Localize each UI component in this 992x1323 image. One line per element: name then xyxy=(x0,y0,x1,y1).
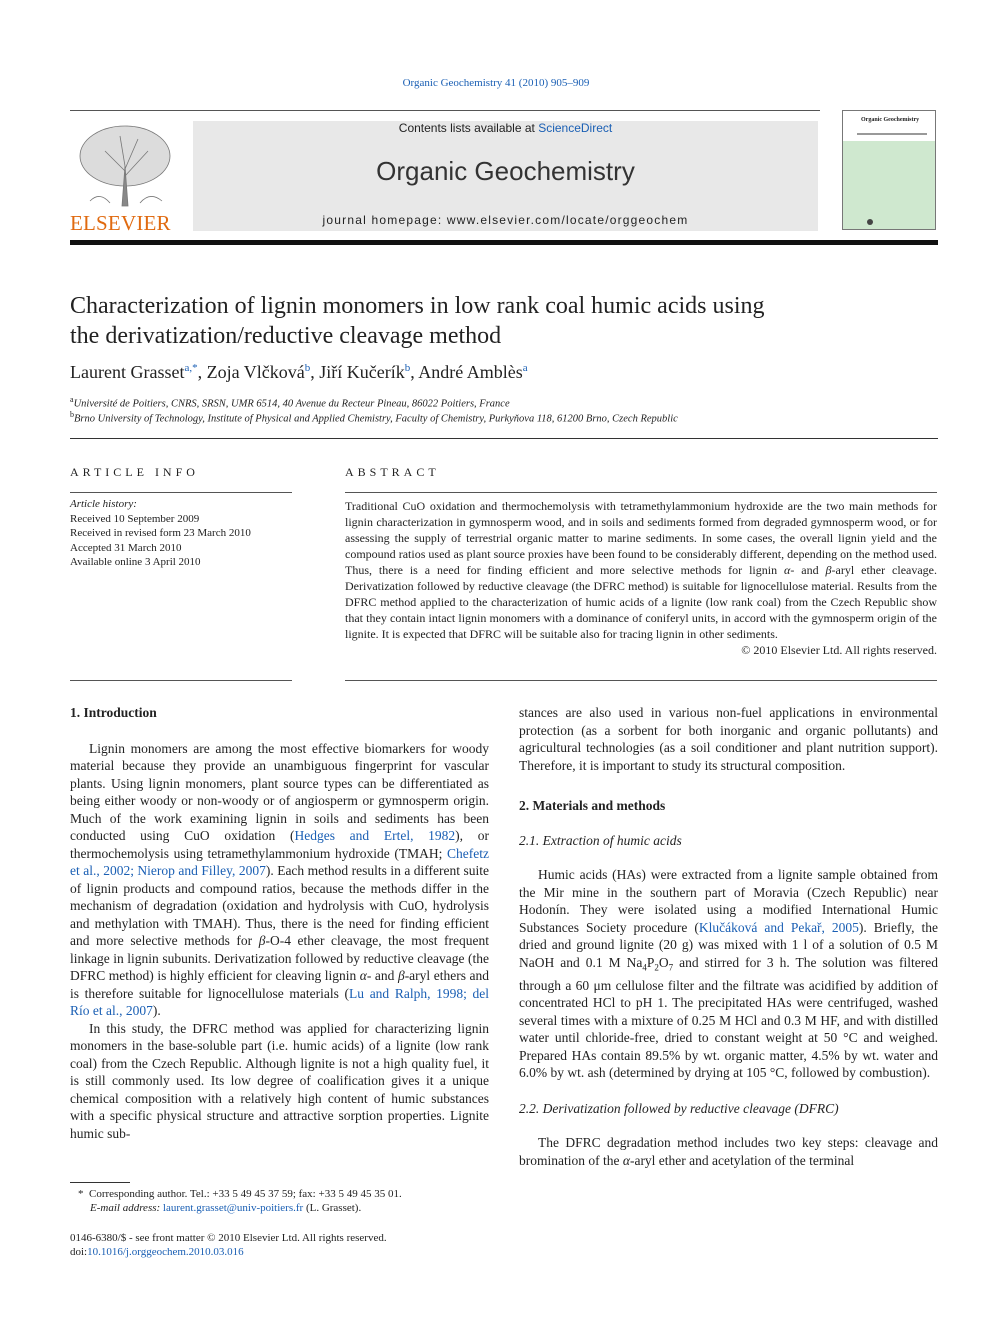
paragraph: Humic acids (HAs) were extracted from a lignite sample obtained from the Mir mine in the southern part of Moravia (Czech Republic) near Hodonín. They were isolated using a modified International Humic Substances Society procedure (Klučáková and Pekař, 2005). Briefly, the dried and ground lignite (20 g) was mixed with 1 l of a solution of 0.5 M NaOH and 0.1 M $Na_4P_2O_7$ and stirred for 3 h. The solution was filtered through a 60 μm cellulose filter and the filtrate was acidified by addition of concentrated HCl to pH 1. The precipitated HAs were centrifuged, washed several times with a mixture of 0.25 M HCl and 0.3 M HF, and with distilled water until chloride-free, dried to constant weight at 50 °C and weighed. Prepared HAs contain 89.5% by wt. organic matter, 4.5% by wt. water and 6.0% by wt. ash (determined by drying at 105 °C, followed by combustion). xyxy=(519,867,938,1081)
affiliation-b: $^b$Brno University of Technology, Institute of Physical and Applied Chemistry, Faculty of Chemistry, Purkyňova 118, 61200 Brno, Czech Republic xyxy=(70,410,678,425)
article-info-heading: ARTICLE INFO xyxy=(70,465,199,479)
author-name: André Amblès xyxy=(418,362,523,382)
corresponding-author-note: * Corresponding author. Tel.: +33 5 49 45 37 59; fax: +33 5 49 45 35 01. E-mail address: laurent.grasset@univ-poitiers.fr (L. Grasset). xyxy=(78,1188,402,1214)
section-heading: 1. Introduction xyxy=(70,705,157,720)
footnote-rule xyxy=(70,1182,130,1183)
author-name: Jiří Kučerík xyxy=(319,362,405,382)
abstract-heading: ABSTRACT xyxy=(345,465,440,479)
divider xyxy=(70,492,292,493)
paragraph: Lignin monomers are among the most effective biomarkers for woody material because they provide an unambiguous fingerprint for vascular plants. Using lignin monomers, plant source types can be differentiated as being either woody or non-woody or of angiosperm or gymnosperm origin. Much of the work examining lignin in soils and sediments has been conducted using CuO oxidation (Hedges and Ertel, 1982), or thermochemolysis using tetramethylammonium hydroxide (TMAH; Chefetz et al., 2002; Nierop and Filley, 2007). Each method results in a different suite of lignin products and compound ratios, because the methods differ in the mechanism of degradation (oxidation and hydrolysis with CuO, hydrolysis and methylation with TMAH). Thus, there is the need for finding efficient and more selective methods for β-O-4 ether cleavage, the most frequent linkage in lignin subunits. Derivatization followed by reductive cleavage (the DFRC method) is highly efficient for cleaving lignin α- and β-aryl ethers and is therefore suitable for lignocellulose materials (Lu and Ralph, 1998; del Río et al., 2007). xyxy=(70,740,490,1018)
email-link[interactable]: laurent.grasset@univ-poitiers.fr xyxy=(162,1202,304,1214)
left-column xyxy=(70,704,489,1142)
paragraph: stances are also used in various non-fuel applications in environmental protection (as a sorbent for both inorganic and organic pollutants) and agricultural technologies (as a soil conditioner and plant nutrition support). Therefore, it is important to study its structural composition. xyxy=(519,705,938,773)
header-top-rule xyxy=(70,110,820,111)
author-name: Laurent Grasset xyxy=(70,362,185,382)
citation-link[interactable]: Chefetz et al., 2002; Nierop and Filley, 2007 xyxy=(70,845,489,878)
citation-link[interactable]: Hedges and Ertel, 1982 xyxy=(294,828,456,843)
subsection-heading: 2.2. Derivatization followed by reductive cleavage (DFRC) xyxy=(519,1100,839,1116)
journal-homepage[interactable]: journal homepage: www.elsevier.com/locate/orggeochem xyxy=(322,213,689,227)
contents-prefix: Contents lists available at xyxy=(398,121,539,135)
article-history: Article history: Received 10 September 2009 Received in revised form 23 March 2010 Accepted 31 March 2010 Available online 3 April 2010 xyxy=(70,498,251,568)
paragraph: In this study, the DFRC method was applied for characterizing lignin monomers in the base-soluble part (i.e. humic acids) of a lignite (low rank coal) from the Czech Republic. Although lignite is not a high quality fuel, it is still commonly used. Its low degree of coalification gives it a unique chemical composition with a relatively high content of humic substances with a specific physical structure and attractive sorption properties. Lignite humic sub- xyxy=(70,1020,489,1141)
citation-link[interactable]: Klučáková and Pekař, 2005 xyxy=(698,919,859,935)
divider xyxy=(70,680,292,681)
copyright: © 2010 Elsevier Ltd. All rights reserved. xyxy=(741,643,937,657)
cover-logo-icon xyxy=(867,219,873,225)
journal-cover-thumbnail[interactable] xyxy=(842,110,936,230)
header-bottom-rule xyxy=(70,240,938,245)
doi-link[interactable]: 10.1016/j.orggeochem.2010.03.016 xyxy=(87,1246,244,1258)
elsevier-wordmark: ELSEVIER xyxy=(70,211,171,235)
author-list: Laurent Grasset$^{a,*}$, Zoja Vlčková$^b$, Jiří Kučerík$^b$, André Amblès$^a$ xyxy=(70,362,528,382)
author-name: Zoja Vlčková xyxy=(206,362,305,382)
paragraph: The DFRC degradation method includes two key steps: cleavage and bromination of the α-aryl ether and acetylation of the terminal xyxy=(519,1135,938,1168)
cover-title: Organic Geochemistry xyxy=(861,117,920,123)
journal-citation[interactable]: Organic Geochemistry 41 (2010) 905–909 xyxy=(402,77,590,89)
section-heading: 2. Materials and methods xyxy=(519,798,666,813)
article-title: Characterization of lignin monomers in low rank coal humic acids using the derivatization/reductive cleavage method xyxy=(70,293,765,349)
divider xyxy=(70,438,938,439)
citation-link[interactable]: Lu and Ralph, 1998; del Río et al., 2007 xyxy=(70,985,489,1018)
divider xyxy=(345,492,937,493)
journal-title: Organic Geochemistry xyxy=(376,156,635,186)
subsection-heading: 2.1. Extraction of humic acids xyxy=(519,832,682,848)
issn-line: 0146-6380/$ - see front matter © 2010 Elsevier Ltd. All rights reserved. xyxy=(70,1232,387,1244)
abstract-text: Traditional CuO oxidation and thermochemolysis with tetramethylammonium hydroxide are the two main methods for lignin characterization in gymnosperm wood, and in soils and sediments formed from degraded gymnosperm wood, or for assessing the supply of terrestrial organic matter to marine sediments. In some cases, the overall lignin yield and the compound ratios used as plant source proxies have been found to be considerably different, depending on the method used. Thus, there is a need for finding efficient and more selective methods for lignin α- and β-aryl ether cleavage. Derivatization followed by reductive cleavage (the DFRC method) is suitable for lignocellulose material. Results from the DFRC method applied to the characterization of humic acids of a lignite (low rank coal) from the Czech Republic show that they contain intact lignin monomers with a dominance of coniferyl units, in accord with the gymnosperm origin of the lignite. It is expected that DFRC will be suitable also for tracing lignin in other sediments. © 2010 Elsevier Ltd. All rights reserved. xyxy=(345,499,937,657)
affiliation-a: $^a$Université de Poitiers, CNRS, SRSN, UMR 6514, 40 Avenue du Recteur Pineau, 86022 Poitiers, France xyxy=(70,395,510,410)
right-column xyxy=(519,704,938,1169)
contents-line xyxy=(193,121,818,135)
doi-line: doi:10.1016/j.orggeochem.2010.03.016 xyxy=(70,1246,244,1258)
sciencedirect-link[interactable]: ScienceDirect xyxy=(538,121,613,135)
divider xyxy=(345,680,937,681)
